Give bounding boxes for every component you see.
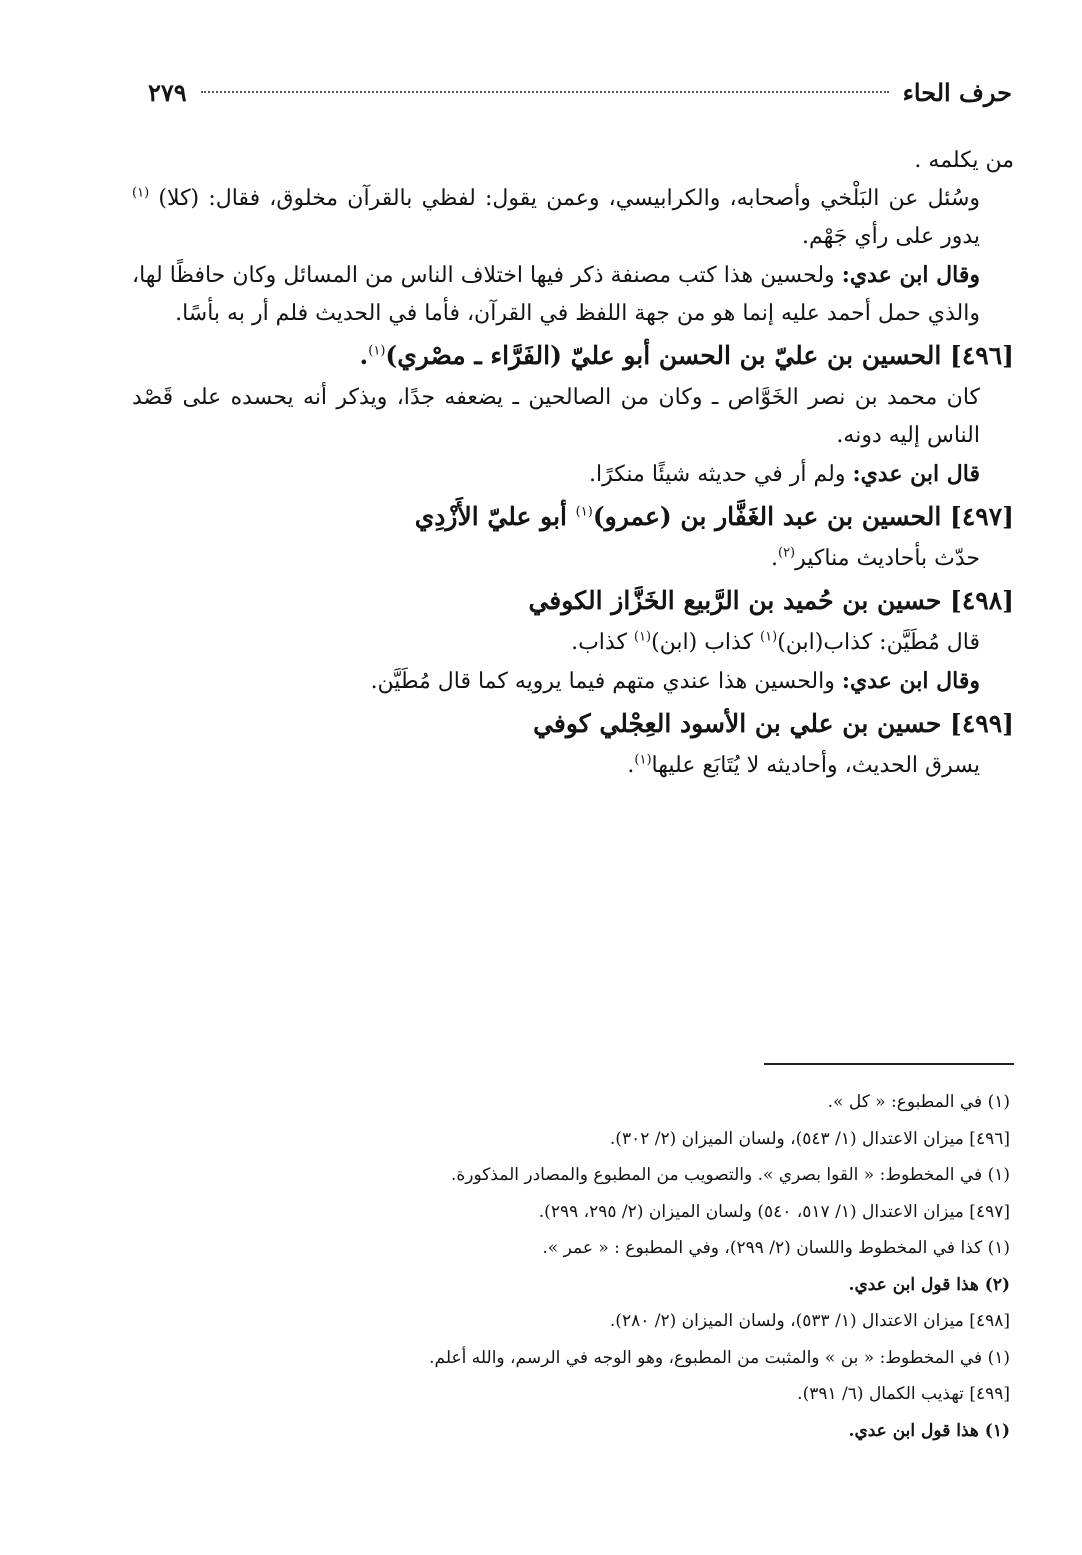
header-rule <box>201 91 889 93</box>
footnote-item: [٤٩٨] ميزان الاعتدال (١/ ٥٣٣)، ولسان الميزان (٢/ ٢٨٠). <box>609 1311 1010 1331</box>
footnotes <box>132 1084 1010 1449</box>
paragraph: وقال ابن عدي: والحسين هذا عندي متهم فيما يرويه كما قال مُطَيَّن. <box>370 668 980 694</box>
footnote-item: [٤٩٩] تهذيب الكمال (٦/ ٣٩١). <box>797 1384 1010 1404</box>
paragraph: يسرق الحديث، وأحاديثه لا يُتَابَع عليها$^{(١)}$. <box>627 752 980 778</box>
footnote-item: (١) كذا في المخطوط واللسان (٢/ ٢٩٩)، وفي المطبوع : « عمر ». <box>542 1238 1010 1258</box>
footnote-ref[interactable]: (١) <box>634 752 652 768</box>
paragraph: كان محمد بن نصر الخَوَّاص ـ وكان من الصالحين ـ يضعفه جدًا، ويذكر أنه يحسده على قَصْد الناس إليه دونه. <box>132 385 980 448</box>
entry-heading-499: [٤٩٩] حسين بن علي بن الأسود العِجْلي كوفي <box>533 709 1014 738</box>
paragraph: وسُئل عن البَلْخي وأصحابه، والكرابيسي، وعمن يقول: لفظي بالقرآن مخلوق، فقال: (كلا) $^{(١)}$ يدور على رأي جَهْم. <box>132 185 981 249</box>
footnote-ref[interactable]: (١) <box>760 629 778 645</box>
footnote-ref[interactable]: (١) <box>132 185 150 201</box>
footnote-item: (١) هذا قول ابن عدي. <box>848 1420 1010 1441</box>
entry-heading-496: [٤٩٦] الحسين بن عليّ بن الحسن أبو عليّ (الفَرَّاء ـ مصْري)$^{(١)}$. <box>359 341 1014 370</box>
paragraph: قال ابن عدي: ولم أر في حديثه شيئًا منكرًا. <box>589 461 980 487</box>
paragraph: وقال ابن عدي: ولحسين هذا كتب مصنفة ذكر فيها اختلاف الناس من المسائل وكان حافظًا لها، والذي حمل أحمد عليه إنما هو من جهة اللفظ في القرآن، فأما في الحديث فلم أر به بأسًا. <box>132 262 980 326</box>
paragraph: حدّث بأحاديث مناكير$^{(٢)}$. <box>770 545 980 571</box>
footnote-item: (١) في المطبوع: « كل ». <box>827 1092 1010 1112</box>
page-number: ٢٧٩ <box>148 77 187 107</box>
footnote-item: [٤٩٧] ميزان الاعتدال (١/ ٥١٧، ٥٤٠) ولسان الميزان (٢/ ٢٩٥، ٢٩٩). <box>538 1201 1010 1222</box>
footnote-item: (٢) هذا قول ابن عدي. <box>848 1274 1010 1295</box>
footnote-ref[interactable]: (١) <box>633 629 652 645</box>
chapter-title: حرف الحاء <box>902 77 1012 107</box>
speaker-lead: وقال ابن عدي: <box>841 262 980 288</box>
paragraph: قال مُطَيَّن: كذاب(ابن)$^{(١)}$ كذاب (ابن)$^{(١)}$ كذاب. <box>571 629 980 655</box>
footnote-ref[interactable]: (٢) <box>777 545 796 561</box>
running-header <box>148 72 1012 112</box>
footnote-item: (١) في المخطوط: « بن » والمثبت من المطبوع، وهو الوجه في الرسم، والله أعلم. <box>429 1347 1010 1368</box>
footnote-item: (١) في المخطوط: « القوا بصري ». والتصويب من المطبوع والمصادر المذكورة. <box>450 1165 1010 1185</box>
speaker-lead: قال ابن عدي: <box>852 461 980 487</box>
speaker-lead: وقال ابن عدي: <box>841 668 980 694</box>
footnote-ref[interactable]: (١) <box>368 343 386 359</box>
footnote-ref[interactable]: (١) <box>575 504 593 520</box>
footnote-separator <box>764 1063 1014 1065</box>
footnote-item: [٤٩٦] ميزان الاعتدال (١/ ٥٤٣)، ولسان الميزان (٢/ ٣٠٢). <box>609 1128 1010 1149</box>
entry-heading-497: [٤٩٧] الحسين بن عبد الغَفَّار بن (عمرو)$^{(١)}$ أبو عليّ الأَزْدِي <box>414 502 1014 531</box>
entry-heading-498: [٤٩٨] حسين بن حُميد بن الرَّبيع الخَزَّاز الكوفي <box>528 586 1014 615</box>
main-text <box>132 142 1014 785</box>
paragraph: من يكلمه . <box>914 148 1014 173</box>
